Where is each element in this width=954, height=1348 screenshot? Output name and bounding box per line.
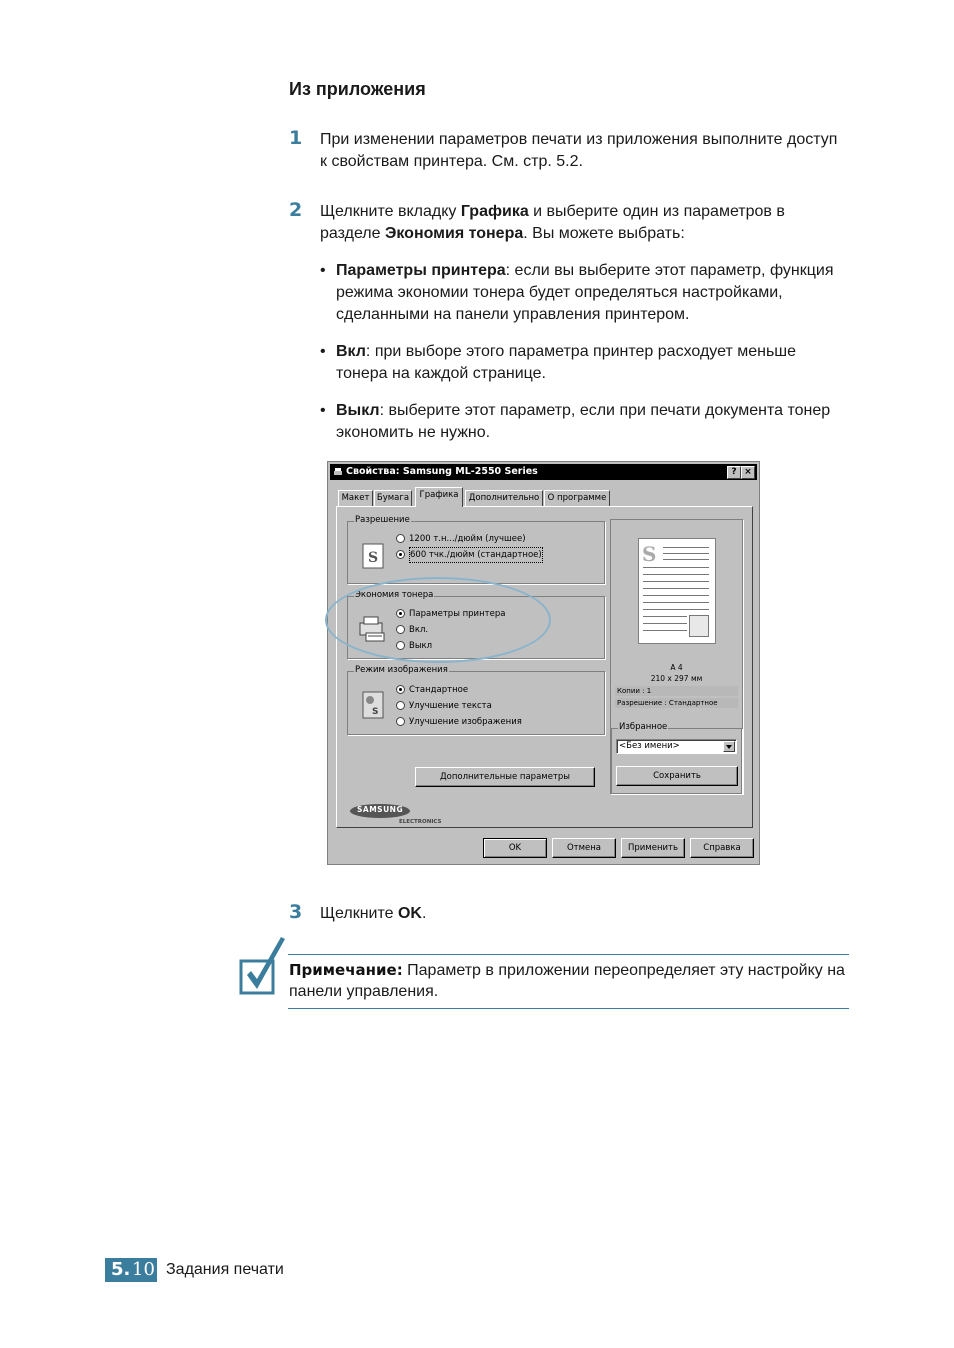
image-mode-label: Режим изображения [355, 665, 448, 675]
resolution-info: Разрешение : Стандартное [615, 698, 738, 708]
help-title-button[interactable]: ? [727, 466, 741, 479]
step-text: Щелкните OK. [320, 905, 427, 922]
image-mode-group: Режим изображения S Стандартное Улучшение текста Улучшение изображения [347, 671, 605, 735]
tab-graphics[interactable]: Графика [415, 487, 463, 507]
step-number: 2 [289, 199, 303, 221]
cancel-button[interactable]: Отмена [552, 838, 616, 858]
tab-layout[interactable]: Макет [338, 490, 373, 506]
radio-button[interactable] [396, 550, 405, 559]
step-number: 3 [289, 901, 303, 923]
section-title: Из приложения [289, 79, 426, 99]
page-thumbnail [638, 538, 716, 644]
paper-size-label: A 4 [670, 663, 683, 672]
dialog-titlebar [330, 464, 757, 480]
tab-paper[interactable]: Бумага [374, 490, 412, 506]
resolution-label: Разрешение [355, 515, 410, 525]
favorites-label: Избранное [619, 722, 668, 732]
paper-dimensions: 210 x 297 мм [650, 674, 703, 683]
chevron-down-icon[interactable] [723, 741, 735, 752]
page-image-icon [689, 615, 709, 637]
page-number-badge: 5. 10 [105, 1258, 157, 1282]
tab-advanced[interactable]: Дополнительно [465, 490, 543, 506]
copies-info: Копии : 1 [615, 686, 738, 696]
help-button[interactable]: Справка [690, 838, 754, 858]
toner-save-label: Экономия тонера [355, 590, 434, 600]
step-text: Щелкните вкладку Графика и выберите один из параметров в разделе Экономия тонера. Вы можете выбрать: [320, 203, 785, 242]
note-bottom-rule [288, 1008, 849, 1009]
radio-button[interactable] [396, 717, 405, 726]
advanced-options-button[interactable]: Дополнительные параметры [415, 767, 595, 787]
note-top-rule [288, 954, 849, 955]
ok-button[interactable]: OK [483, 838, 547, 858]
s-logo-icon: S [642, 542, 657, 566]
note: Примечание: Параметр в приложении переопределяет эту настройку на панели управления. [289, 961, 845, 1000]
document-icon [360, 542, 386, 570]
favorites-group [611, 722, 742, 794]
tab-about[interactable]: О программе [544, 490, 610, 506]
toner-save-group: Экономия тонера Параметры принтера Вкл. Выкл [347, 596, 605, 659]
step-text: При изменении параметров печати из приложения выполните доступ к свойствам принтера. См. стр. 5.2. [320, 131, 838, 170]
bullet-item: • Вкл: при выборе этого параметра принтер расходует меньше тонера на каждой странице. [320, 343, 797, 382]
samsung-logo: SAMSUNG ELECTRONICS [349, 803, 449, 827]
radio-button[interactable] [396, 701, 405, 710]
dialog-title: Свойства: Samsung ML-2550 Series [346, 466, 538, 477]
save-favorite-button[interactable]: Сохранить [616, 766, 738, 786]
bullet-item: • Выкл: выберите этот параметр, если при печати документа тонер экономить не нужно. [320, 402, 831, 441]
printer-properties-dialog [327, 461, 760, 865]
svg-text:S: S [368, 550, 379, 566]
bullet-item: • Параметры принтера: если вы выберите этот параметр, функция режима экономии тонера будет определяться настройками, сделанными на панели управления принтером. [320, 262, 834, 323]
printer-icon [333, 467, 343, 477]
checkmark-icon [237, 935, 289, 999]
radio-button[interactable] [396, 685, 405, 694]
footer-chapter-title: Задания печати [166, 1261, 284, 1278]
radio-button[interactable] [396, 534, 405, 543]
resolution-group: Разрешение S 1200 т.н.../дюйм (лучшее) 600 тчк./дюйм (стандартное) [347, 521, 605, 584]
highlight-ellipse [325, 577, 551, 663]
svg-text:S: S [372, 707, 379, 717]
image-mode-icon [360, 690, 386, 720]
close-button[interactable]: × [741, 466, 755, 479]
step-number: 1 [289, 127, 303, 149]
apply-button[interactable]: Применить [621, 838, 685, 858]
favorites-select[interactable]: <Без имени> [616, 739, 737, 754]
